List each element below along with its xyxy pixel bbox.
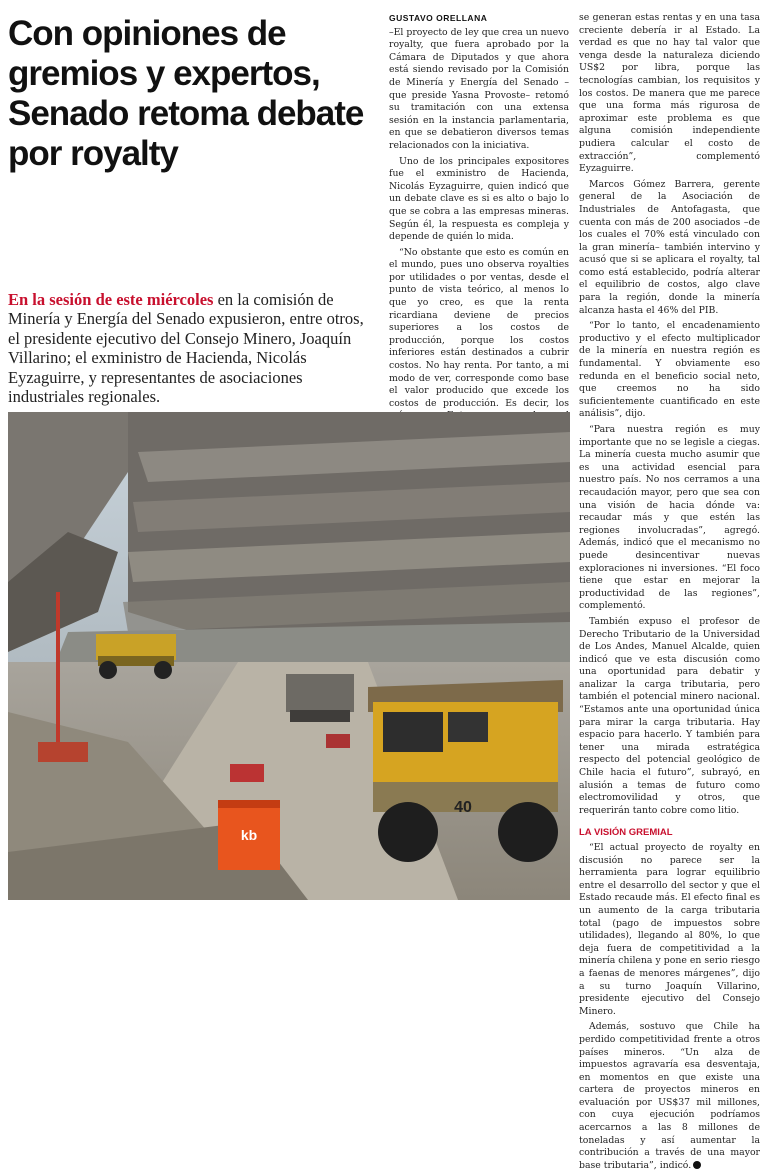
lead-kicker: En la sesión de este miércoles [8, 290, 214, 309]
pickup-truck [230, 764, 264, 782]
paragraph: “El actual proyecto de royalty en discusión no parece ser la herramienta para lograr equilibrio entre el desarrollo del sector y que el Estado recaude más. El efecto final es un aumento de la carga tributaria total (pago de impuestos sobre utilidades), llegando al 80%, lo que deja fuera de competitividad a la minería chilena y pone en serio riesgo a faenas de menores márgenes”, dijo a su turno Joaquín Villarino, presidente ejecutivo del Consejo Minero. [579, 842, 760, 1017]
paragraph: También expuso el profesor de Derecho Tributario de la Universidad de Los Andes, Manuel Alcalde, quien indicó que ve esta discusión como una oportunidad para debatir y analizar la carga tributaria, pero también el potencial minero nacional. “Estamos ante una oportunidad única para mirar la carga tributaria. Hay espacio para hacerlo. Y también para tener una mirada estratégica respecto del potencial geológico de Chile hacia el futuro”, subrayó, en alusión a temas de futuro como electromovilidad y otros, que requerirán tanto cobre como litio. [579, 615, 760, 816]
mine-photo [8, 412, 570, 900]
paragraph-text: Además, sostuvo que Chile ha perdido competitividad frente a otros países mineros. “Un alza de impuestos agravaría esa desventaja, en momentos en que existe una cartera de proyectos mineros en evaluación por US$37 mil millones, con cuya ejecución podríamos acercarnos a las 8 millones de toneladas y así aumentar la contribución a través de una mayor base tributaria”, indicó. [579, 1021, 760, 1171]
container-logo: kb [240, 827, 258, 843]
lead-text: en la comisión de Minería y Energía del Senado expusieron, entre otros, el presidente ejecutivo del Consejo Minero, Joaquín Villarino; el exministro de Hacienda, Nicolás Eyzaguirre, y representantes de asociaciones industriales regionales. [8, 290, 364, 407]
paragraph: “Por lo tanto, el encadenamiento productivo y el efecto multiplicador de la minería en nuestra región es fundamental. Y obviamente eso redunda en el beneficio social neto, que creemos no ha sido suficientemente cuantificado en este análisis”, dijo. [579, 320, 760, 420]
paragraph: “No obstante que esto es común en el mundo, pues uno observa royalties por utilidades o por ventas, desde el punto de vista teórico, al menos lo que yo creo, es que la renta ricardiana deviene de precios superiores a los costos de producción, porque los costos inferiores están destinados a cubrir costos. No hay renta. Por tanto, a mi modo de ver, corresponde como base el valor producido que excede los costos de producción. Es decir, los [389, 246, 569, 409]
truck-number: 40 [454, 799, 472, 816]
paragraph: se generan estas rentas y en una tasa creciente debería ir al Estado. La verdad es que no hay tal valor que venga desde la naturaleza diciendo US$2 por libra, porque las tecnologías cambian, los requisitos y los costos. De manera que me parece que una forma más rigurosa de aproximar este problema es que alguna comisión independiente pudiera calcular el costo de extracción”, complementó Eyzaguirre. [579, 12, 760, 175]
orange-container [218, 800, 280, 870]
paragraph: “Para nuestra región es muy importante que no se legisle a ciegas. La minería cuesta mucho asumir que es una actividad esencial para nuestro país. No nos cerramos a una recaudación mayor, pero que sea con una visión de hacia dónde va: recaudar más y que estén las regiones involucradas”, agregó. Además, indicó que el mecanismo no puede desincentivar nuevas exploraciones ni inversiones. “El foco tiene que estar en mejorar la productividad de las regiones”, complementó. [579, 424, 760, 612]
lead-paragraph [8, 290, 378, 406]
headline: Con opiniones de gremios y expertos, Senado retoma debate por royalty [8, 14, 364, 173]
haul-truck-distant [286, 674, 354, 722]
article-column-2 [579, 12, 760, 1175]
byline: GUSTAVO ORELLANA [389, 13, 488, 23]
paragraph [579, 1021, 760, 1172]
section-subhead: LA VISIÓN GREMIAL [579, 827, 673, 839]
paragraph: Marcos Gómez Barrera, gerente general de la Asociación de Industriales de Antofagasta, que cuenta con más de 200 asociados –de los cuales el 70% está vinculado con la gran minería– también intervino y acusó que si se aplicara el royalty, tal como está establecido, podría alterar el equilibrio de costos, algo clave para la región, donde la minería alcanza hasta el 46% del PIB. [579, 178, 760, 316]
pickup-truck [326, 734, 350, 748]
paragraph: –El proyecto de ley que crea un nuevo royalty, que fuera aprobado por la Cámara de Diputados y que ahora está siendo revisado por la Comisión de Minería y Energía del Senado –que preside Yasna Provoste– retomó su tramitación con una extensa sesión en la instancia parlamentaria, en que se debatieron diversos temas relacionados con la iniciativa. [389, 26, 570, 151]
drill-tower [56, 592, 60, 752]
paragraph: Uno de los principales expositores fue el exministro de Hacienda, Nicolás Eyzaguirre, quien indicó que un debate clave es si es alto o bajo lo que se cobra a las empresas mineras. Según él, la respuesta es compleja y depende de quién lo mida. [389, 155, 569, 243]
end-of-article-icon [693, 1161, 701, 1169]
